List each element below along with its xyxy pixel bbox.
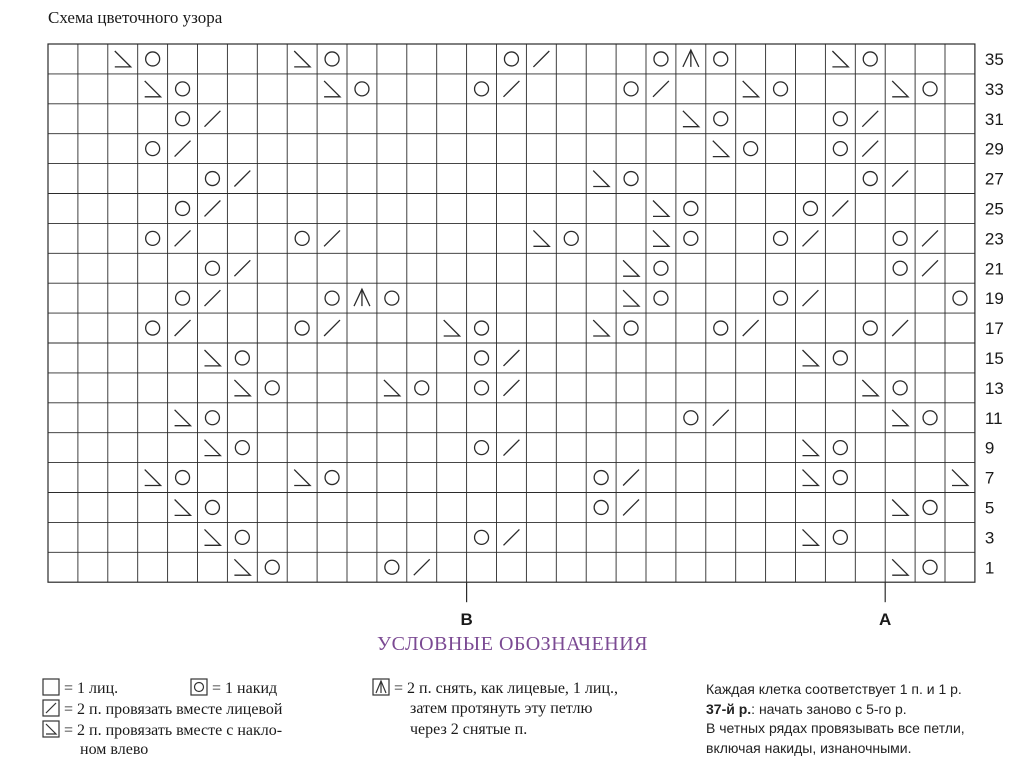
note-row-37-text: : начать заново с 5-го р. xyxy=(751,700,907,717)
legend-k2tog-left-label-2: ном влево xyxy=(80,741,149,758)
legend-k2tog-left-cont xyxy=(80,740,148,759)
row-number: 5 xyxy=(984,498,995,518)
legend-double-decrease-cont-1 xyxy=(410,699,592,718)
row-number: 15 xyxy=(984,348,1004,368)
row-number: 21 xyxy=(984,259,1004,279)
row-number: 11 xyxy=(984,408,1003,428)
row-number: 33 xyxy=(984,79,1004,99)
k2tog-icon xyxy=(42,699,60,717)
row-number: 35 xyxy=(984,49,1004,69)
row-number: 27 xyxy=(984,169,1004,189)
chart-title: Схема цветочного узора xyxy=(48,8,223,27)
legend-double-decrease-label-2: затем протянуть эту петлю xyxy=(410,700,593,717)
legend-k2tog-left xyxy=(42,720,282,740)
row-number: 19 xyxy=(984,289,1004,309)
legend-yarn-over xyxy=(190,678,277,698)
legend-knit xyxy=(42,678,118,698)
legend-k2tog xyxy=(42,699,282,719)
note-line-1: Каждая клетка соответствует 1 п. и 1 р. xyxy=(706,681,962,697)
legend-double-decrease-cont-2 xyxy=(410,720,527,739)
note-line-2 xyxy=(706,700,965,720)
row-number: 29 xyxy=(984,139,1004,159)
k2tog-left-icon xyxy=(42,720,60,738)
legend-double-decrease-label-3: через 2 снятые п. xyxy=(410,721,528,738)
yarn-over-icon xyxy=(190,678,208,696)
row-number: 9 xyxy=(984,438,995,458)
legend-k2tog-label: = 2 п. провязать вместе лицевой xyxy=(64,701,283,718)
row-number: 31 xyxy=(984,109,1004,129)
row-number: 1 xyxy=(984,558,995,578)
double-decrease-icon xyxy=(372,678,390,696)
legend-title: УСЛОВНЫЕ ОБОЗНАЧЕНИЯ xyxy=(377,633,648,655)
marker-label: В xyxy=(460,610,473,630)
chart-notes xyxy=(706,680,965,758)
legend-double-decrease xyxy=(372,678,618,698)
legend-double-decrease-label-1: = 2 п. снять, как лицевые, 1 лиц., xyxy=(394,680,619,697)
row-number: 23 xyxy=(984,229,1004,249)
row-number: 17 xyxy=(984,319,1004,339)
legend-k2tog-left-label-1: = 2 п. провязать вместе с накло- xyxy=(64,722,283,739)
legend-yarn-over-label: = 1 накид xyxy=(212,680,278,697)
note-line-3: В четных рядах провязывать все петли, xyxy=(706,720,965,736)
marker-label: А xyxy=(879,610,892,630)
knit-stitch-icon xyxy=(42,678,60,696)
note-line-4: включая накиды, изнаночными. xyxy=(706,739,912,756)
row-number: 25 xyxy=(984,199,1004,219)
legend-knit-label: = 1 лиц. xyxy=(64,680,119,697)
row-number: 3 xyxy=(984,528,995,548)
note-row-37: 37-й р. xyxy=(706,700,752,717)
row-number: 13 xyxy=(984,378,1004,398)
row-number: 7 xyxy=(984,468,995,488)
